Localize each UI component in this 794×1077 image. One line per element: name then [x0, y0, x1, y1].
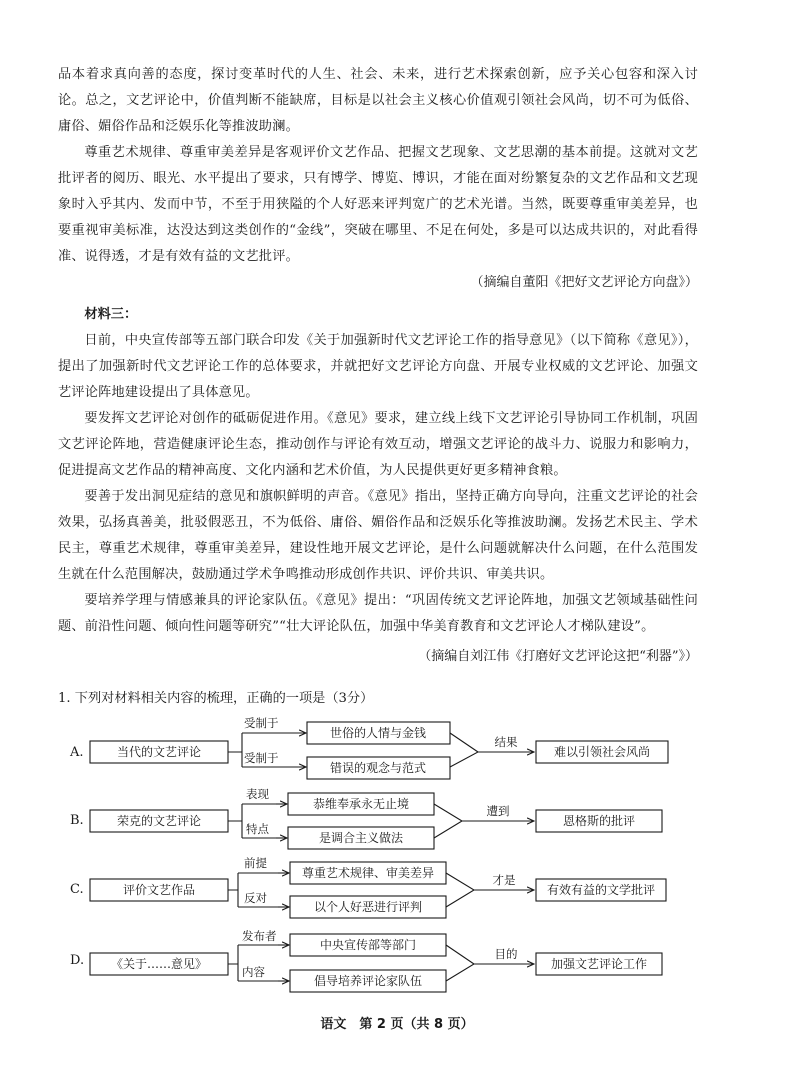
question-1: 1. 下列对材料相关内容的梳理，正确的一项是（3分） — [58, 691, 374, 706]
node-label: 倡导培养评论家队伍 — [313, 974, 423, 988]
option-c[interactable] — [70, 856, 666, 918]
material-3-heading: 材料三： — [84, 307, 138, 322]
node-label: 错误的观念与范式 — [329, 761, 427, 775]
node-label: 世俗的人情与金钱 — [329, 726, 427, 740]
branch-label: 前提 — [244, 856, 267, 870]
branch-label: 表现 — [246, 787, 269, 801]
option-b[interactable] — [70, 787, 662, 849]
option-letter: A. — [70, 745, 84, 760]
paragraph: 尊重艺术规律、尊重审美差异是客观评价文艺作品、把握文艺现象、文艺思潮的基本前提。这就对文艺批评者的阅历、眼光、水平提出了要求，只有博学、博览、博识，才能在面对纷繁复杂的文艺作品和文艺现象时入乎其内、发而中节，不至于用狭隘的个人好恶来评判宽广的艺术光谱。当然，既要尊重审美差异，也要重视审美标准，达没达到这类创作的“金线”，突破在哪里、不足在何处，多是可以达成共识的，对此看得准、说得透，才是有效有益的文艺批评。 — [58, 145, 698, 264]
option-letter: C. — [70, 882, 84, 897]
source-citation: （摘编自董阳《把好文艺评论方向盘》） — [470, 275, 698, 290]
node-label: 以个人好恶进行评判 — [313, 900, 423, 914]
option-d[interactable] — [70, 929, 662, 992]
page-footer: 语文 第 2 页（共 8 页） — [320, 1017, 474, 1032]
paragraph: 日前，中央宣传部等五部门联合印发《关于加强新时代文艺评论工作的指导意见》（以下简称《意见》），提出了加强新时代文艺评论工作的总体要求，并就把好文艺评论方向盘、开展专业权威的文艺评论、加强文艺评论阵地建设提出了具体意见。 — [58, 333, 698, 400]
source-citation: （摘编自刘江伟《打磨好文艺评论这把“利器”》） — [418, 649, 698, 664]
relation-label: 才是 — [492, 873, 516, 887]
option-a[interactable] — [69, 716, 668, 779]
relation-label: 结果 — [494, 735, 518, 749]
result-label: 加强文艺评论工作 — [550, 957, 648, 971]
branch-label: 受制于 — [244, 751, 279, 765]
node-label: 中央宣传部等部门 — [319, 938, 417, 952]
option-letter: D. — [70, 953, 85, 968]
result-label: 有效有益的文学批评 — [546, 883, 656, 897]
node-label: 恭维奉承永无止境 — [312, 797, 410, 811]
branch-label: 受制于 — [244, 716, 279, 730]
main-label: 评价文艺作品 — [122, 883, 196, 897]
result-label: 恩格斯的批评 — [562, 814, 636, 828]
branch-label: 特点 — [246, 822, 269, 836]
node-label: 尊重艺术规律、审美差异 — [301, 866, 435, 880]
paragraph: 要发挥文艺评论对创作的砥砺促进作用。《意见》要求，建立线上线下文艺评论引导协同工作机制，巩固文艺评论阵地，营造健康评论生态，推动创作与评论有效互动，增强文艺评论的战斗力、说服力和影响力，促进提高文艺作品的精神高度、文化内涵和艺术价值，为人民提供更好更多精神食粮。 — [58, 411, 698, 478]
paragraph: 要培养学理与情感兼具的评论家队伍。《意见》提出：“巩固传统文艺评论阵地，加强文艺领域基础性问题、前沿性问题、倾向性问题等研究”“壮大评论队伍，加强中华美育教育和文艺评论人才梯队建设”。 — [58, 593, 698, 634]
main-label: 当代的文艺评论 — [116, 745, 202, 759]
relation-label: 遭到 — [486, 804, 510, 818]
main-label: 荣克的文艺评论 — [116, 814, 202, 828]
main-label: 《关于……意见》 — [110, 957, 208, 971]
branch-label: 反对 — [244, 891, 267, 905]
option-letter: B. — [70, 813, 84, 828]
result-label: 难以引领社会风尚 — [553, 745, 651, 759]
branch-label: 内容 — [242, 965, 265, 979]
paragraph: 品本着求真向善的态度，探讨变革时代的人生、社会、未来，进行艺术探索创新，应予关心包容和深入讨论。总之，文艺评论中，价值判断不能缺席，目标是以社会主义核心价值观引领社会风尚，切不可为低俗、庸俗、媚俗作品和泛娱乐化等推波助澜。 — [58, 67, 698, 134]
node-label: 是调合主义做法 — [318, 831, 404, 845]
paragraph: 要善于发出洞见症结的意见和旗帜鲜明的声音。《意见》指出，坚持正确方向导向，注重文艺评论的社会效果，弘扬真善美，批驳假恶丑，不为低俗、庸俗、媚俗作品和泛娱乐化等推波助澜。发扬艺术民主、学术民主，尊重艺术规律，尊重审美差异，建设性地开展文艺评论，是什么问题就解决什么问题，在什么范围发生就在什么范围解决，鼓励通过学术争鸣推动形成创作共识、评价共识、审美共识。 — [58, 489, 698, 582]
branch-label: 发布者 — [242, 929, 277, 943]
relation-label: 目的 — [494, 947, 518, 961]
